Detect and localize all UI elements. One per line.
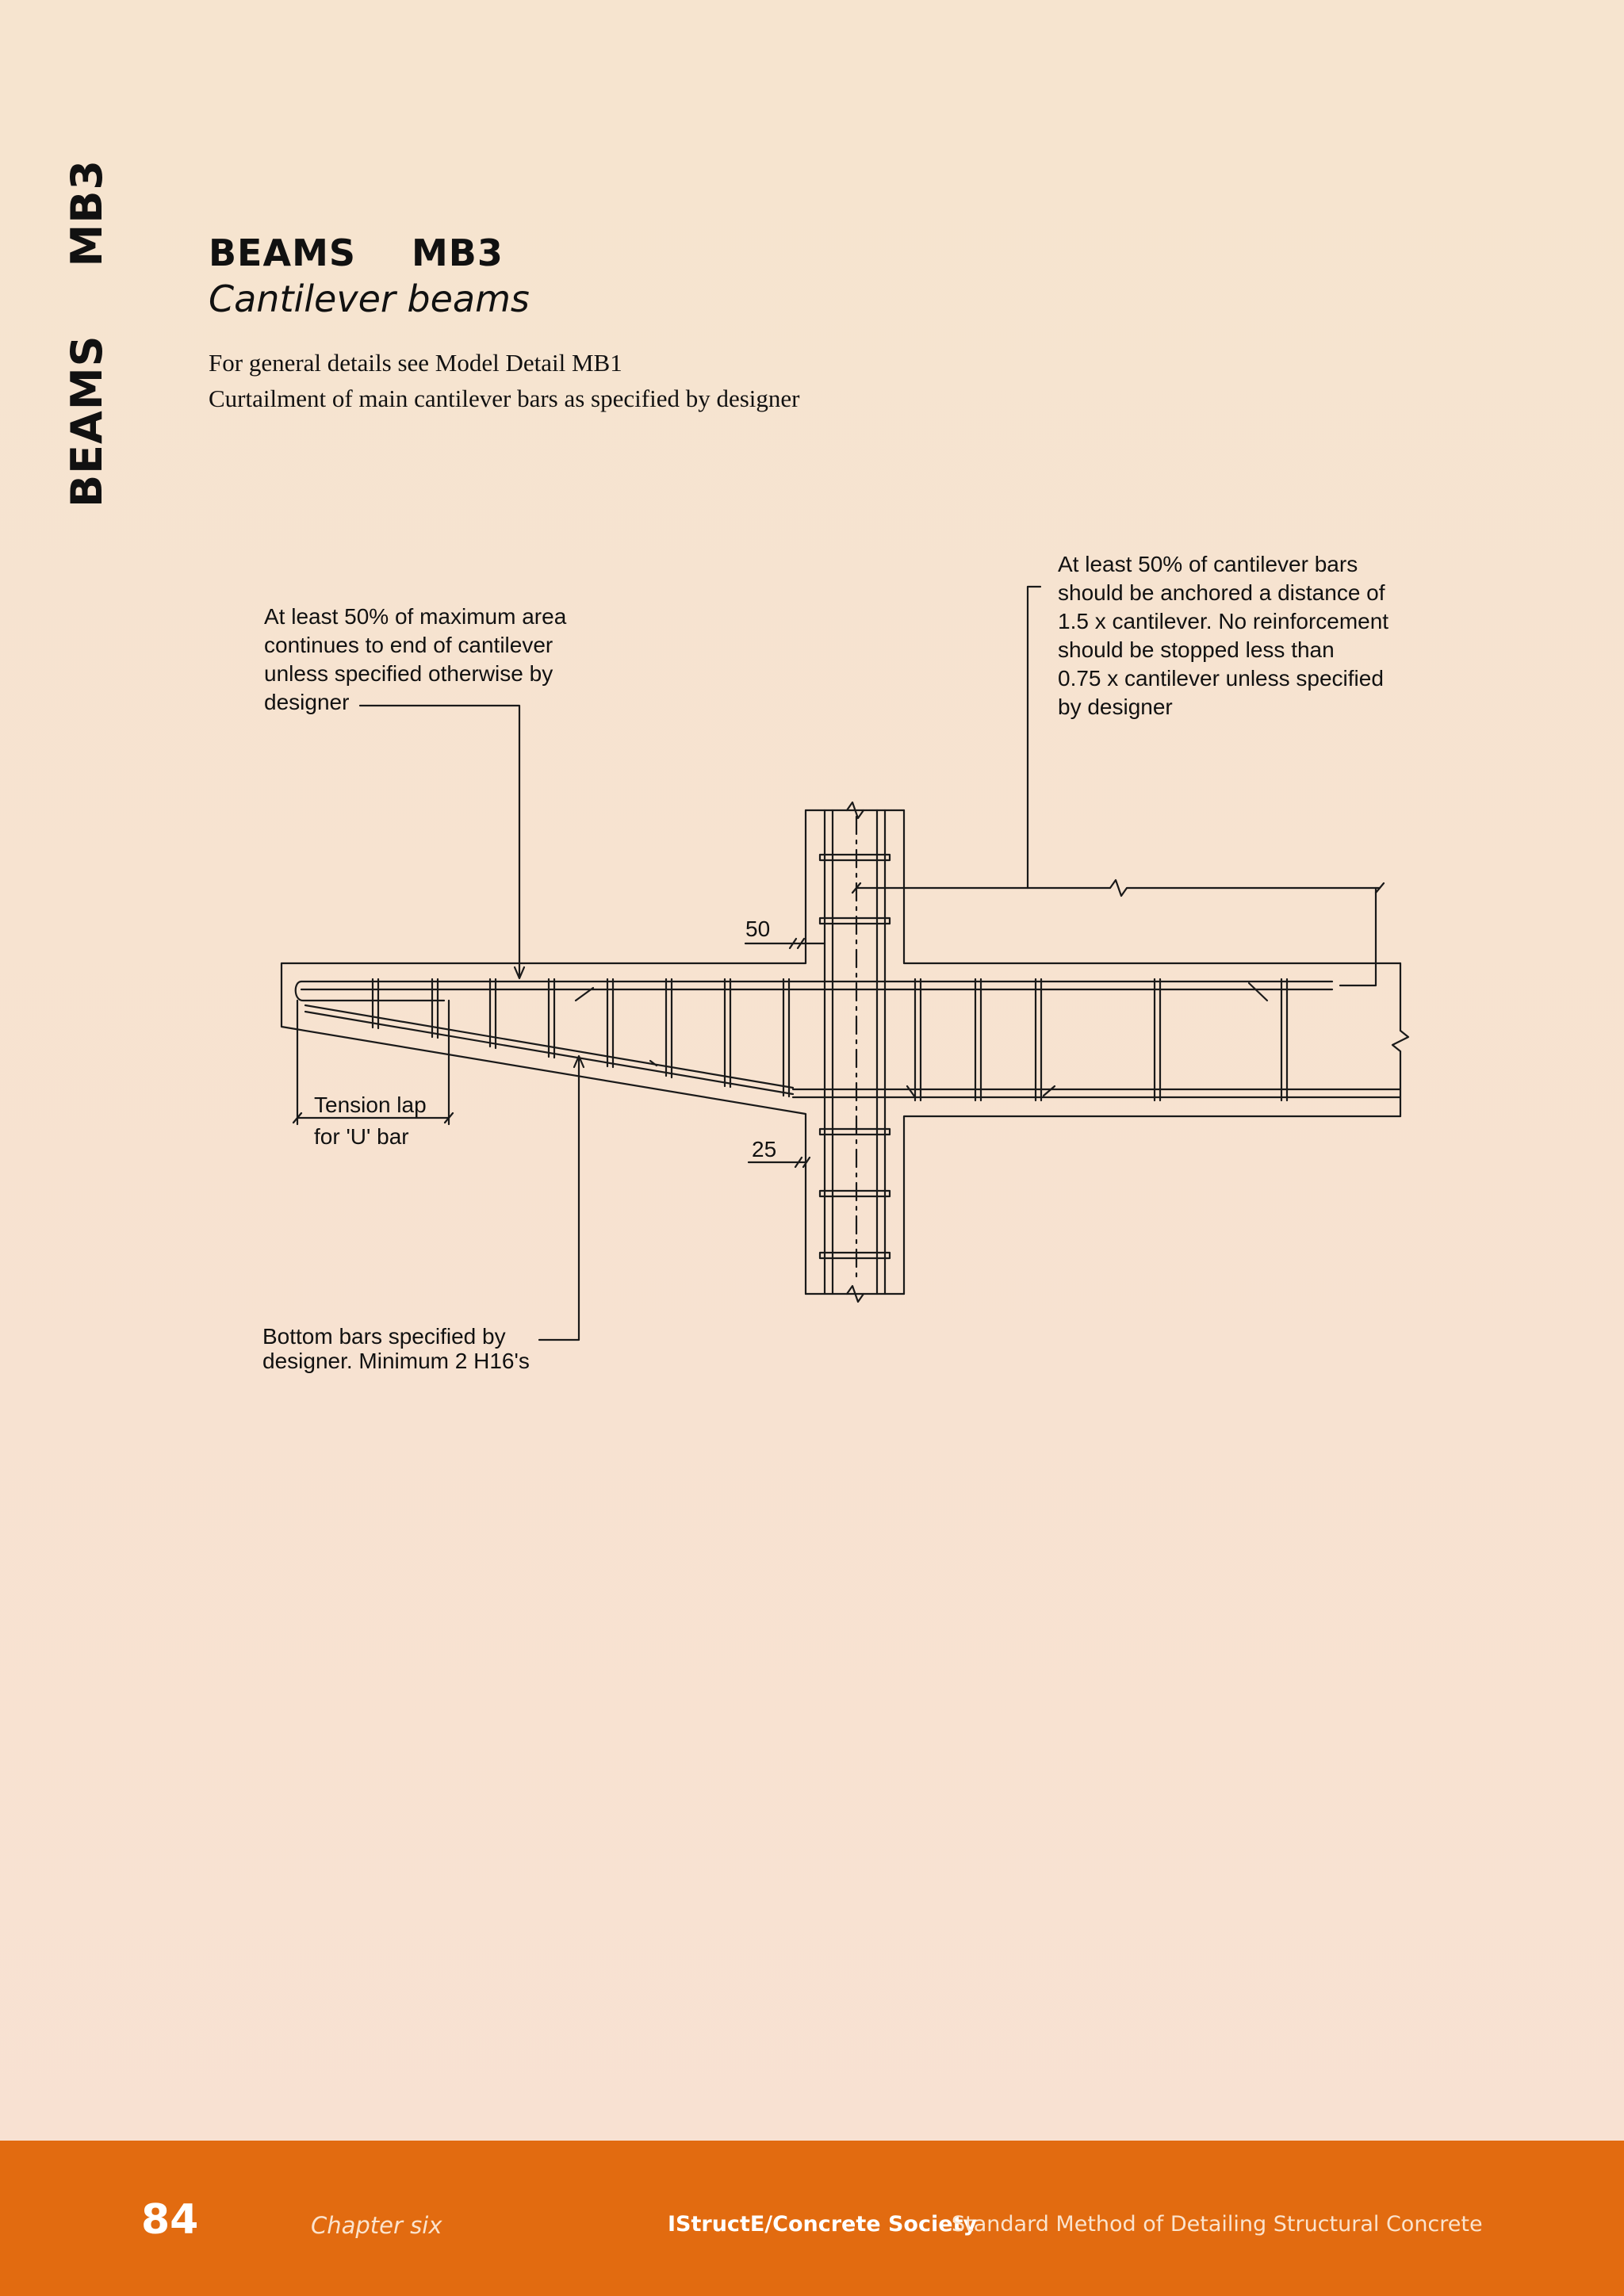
page-number: 84	[141, 2196, 199, 2244]
general-note-1: For general details see Model Detail MB1	[209, 349, 622, 377]
curtailment-mark-2	[1249, 983, 1267, 1001]
dimension-50: 50	[745, 916, 771, 941]
backspan-links	[915, 979, 1287, 1100]
curtailment-mark-5	[1044, 1086, 1055, 1096]
beam-break-right	[1392, 963, 1408, 1116]
label-bottom-bars: Bottom bars specified by designer. Minimum 2 H16's	[262, 1324, 530, 1373]
anchorage-dim	[856, 880, 1380, 896]
label-anchorage: At least 50% of cantilever bars should be anchored a distance of 1.5 x cantilever. No reinforcement should be stopped less than 0.75 x cantilever unless specified by designer	[1058, 552, 1389, 719]
label-max-area: At least 50% of maximum area continues to end of cantilever unless specified otherwise by designer	[264, 604, 567, 714]
page-subtitle: Cantilever beams	[209, 277, 530, 320]
column-links	[820, 855, 890, 1258]
chapter-label: Chapter six	[311, 2212, 442, 2239]
side-tab-code: MB3	[62, 159, 112, 267]
bottom-bars-leader	[539, 1058, 579, 1340]
general-note-2: Curtailment of main cantilever bars as specified by designer	[209, 385, 800, 412]
title-section: BEAMS	[209, 232, 356, 274]
page-footer	[0, 2141, 1624, 2296]
column-outline-right-bottom	[904, 1116, 1400, 1294]
top-bar-hook	[296, 982, 444, 1001]
max-area-leader	[360, 706, 519, 977]
side-tab-section: BEAMS	[62, 335, 112, 507]
title-code: MB3	[412, 232, 504, 274]
series-title: Standard Method of Detailing Structural Concrete	[952, 2212, 1483, 2237]
column-outline-right	[904, 810, 1400, 963]
curtailment-mark-4	[907, 1086, 915, 1097]
anchorage-leader	[1028, 587, 1040, 888]
publisher-name: IStructE/Concrete Society	[668, 2212, 978, 2237]
label-tension-lap: Tension lap for 'U' bar	[314, 1093, 427, 1149]
top-bar-end	[1340, 888, 1376, 985]
dimension-25: 25	[752, 1137, 777, 1161]
